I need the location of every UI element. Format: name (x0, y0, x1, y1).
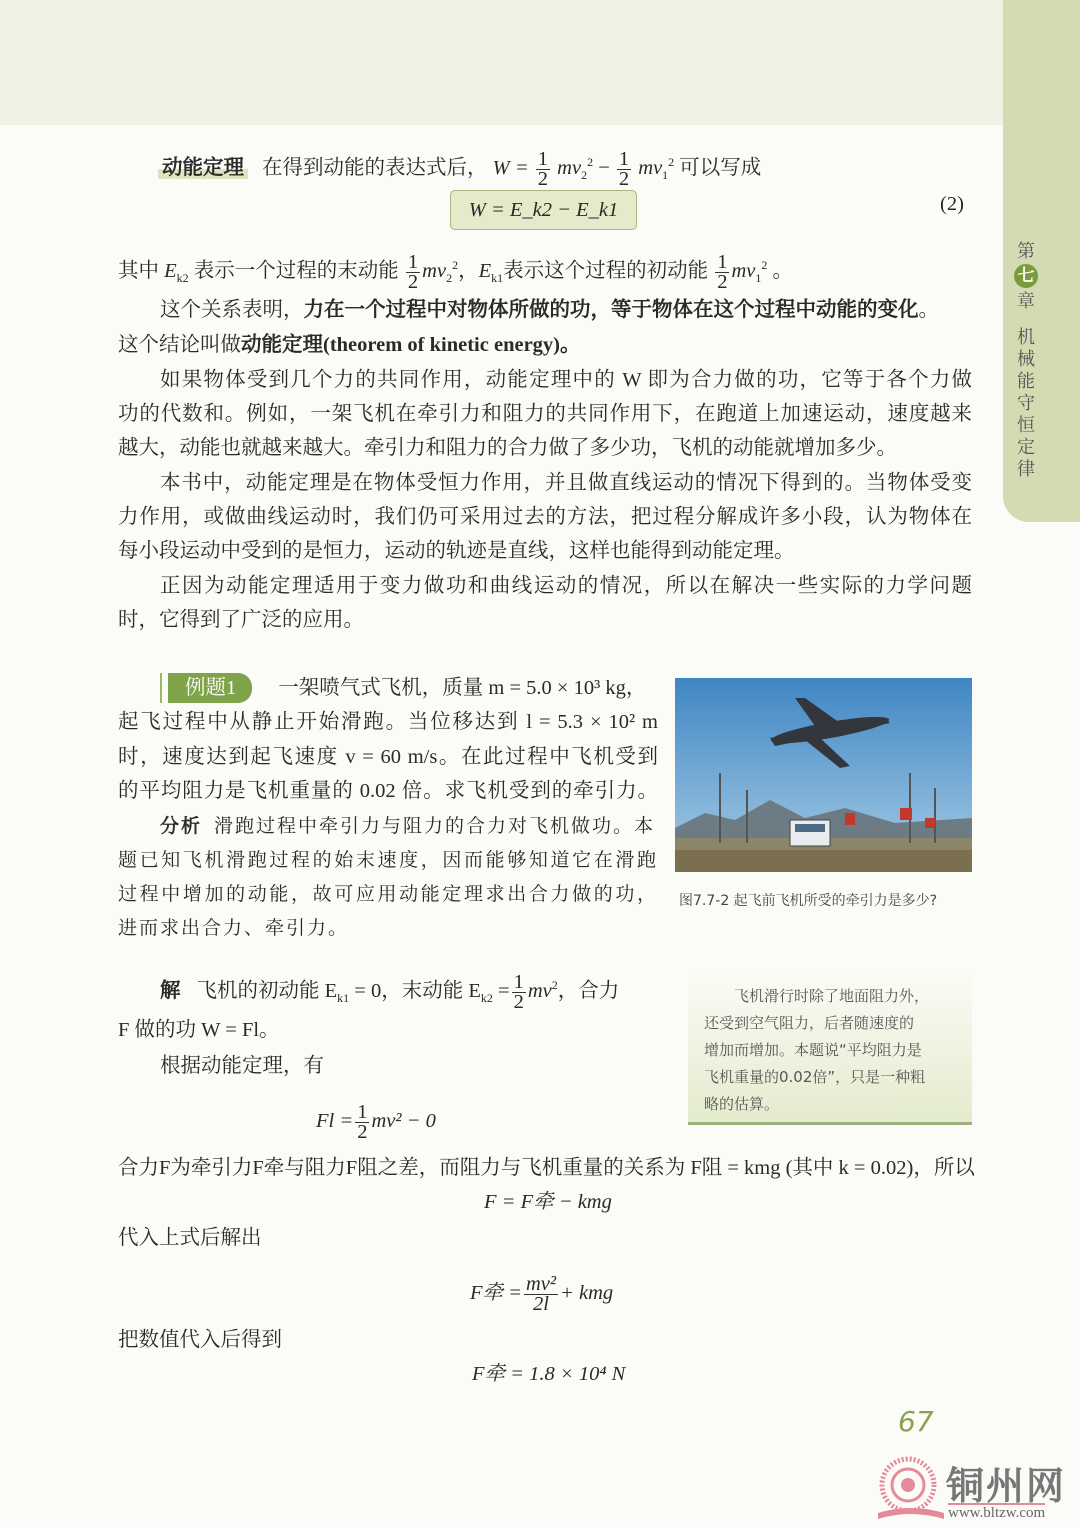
chapter-prefix: 第 (1017, 241, 1035, 261)
math: E (478, 259, 492, 282)
chapter-title: 机械能守恒定律 (1017, 327, 1035, 479)
math: Fl = (316, 1110, 354, 1133)
denominator: 2 (513, 990, 524, 1013)
paragraph-line (118, 330, 972, 360)
text: 滑跑过程中牵引力与阻力的合力对飞机做功。本 (214, 815, 656, 837)
section-heading: 动能定理 (158, 157, 248, 179)
equation (470, 1275, 613, 1314)
superscript: 2 (452, 258, 459, 272)
math: W = (492, 156, 529, 179)
solution-line: 代入上式后解出 (118, 1227, 262, 1249)
formula: W = E_k2 − E_k1 (468, 199, 619, 221)
text: ，合力 (557, 979, 620, 1002)
chapter-label (1015, 240, 1037, 480)
example-line: 时，速度达到起飞速度 v = 60 m/s。在此过程中飞机受到 (118, 746, 658, 768)
note-line: 飞机重量的0.02倍”，只是一种粗 (704, 1068, 926, 1086)
denominator: 2 (717, 270, 728, 293)
text: 其中 (118, 259, 165, 282)
text: 。 (918, 299, 939, 321)
superscript: 2 (761, 258, 768, 272)
paragraph-line: 功的代数和。例如，一架飞机在牵引力和阻力的共同作用下，在跑道上加速运动，速度越来 (118, 403, 972, 425)
airplane-photo (675, 678, 972, 872)
note-line: 略的估算。 (704, 1095, 780, 1113)
text: 飞机的初动能 E (196, 979, 338, 1002)
note-line: 增加而增加。本题说“平均阻力是 (704, 1041, 922, 1059)
text: = 0，末动能 E (349, 979, 481, 1002)
example-line (168, 673, 658, 703)
solution-line: 合力F为牵引力F牵与阻力F阻之差，而阻力与飞机重量的关系为 F阻 = kmg (其中 k = 0.02)，所以 (118, 1157, 975, 1179)
bold-text: (theorem of kinetic energy)。 (323, 334, 581, 356)
text: = (492, 979, 510, 1002)
example-line: 起飞过程中从静止开始滑跑。当位移达到 l = 5.3 × 10² m (118, 711, 658, 733)
superscript: 2 (551, 978, 558, 992)
numerator: 1 (357, 1101, 368, 1123)
numerator: 1 (618, 147, 630, 170)
text: 这个关系表明， (160, 299, 304, 321)
text: 。 (767, 259, 793, 282)
solution-label: 解 (160, 979, 181, 1002)
analysis-line: 题已知飞机滑跑过程的始末速度，因而能够知道它在滑跑 (118, 849, 658, 871)
chapter-suffix: 章 (1017, 291, 1035, 311)
subscript: 2 (446, 270, 453, 285)
math: − (598, 156, 610, 179)
subscript: 1 (662, 167, 669, 182)
text: 表示一个过程的末动能 (188, 259, 399, 282)
text: 表示这个过程的初动能 (503, 259, 709, 282)
fraction (715, 250, 729, 293)
subscript: k1 (491, 270, 504, 285)
top-band (0, 0, 1003, 125)
analysis-line: 进而求出合力、牵引力。 (118, 917, 350, 939)
paragraph-line: 本书中，动能定理是在物体受恒力作用，并且做直线运动的情况下得到的。当物体受变 (160, 472, 972, 494)
numerator: 1 (717, 250, 728, 273)
denominator: 2 (618, 167, 630, 190)
math: mv² − 0 (371, 1110, 436, 1133)
analysis-line (160, 811, 658, 841)
analysis-line: 过程中增加的动能，故可应用动能定理求出合力做的功， (118, 883, 658, 905)
paragraph-line: 越大，动能也就越来越大。牵引力和阻力的合力做了多少功，飞机的动能就增加多少。 (118, 437, 897, 459)
page-number: 67 (898, 1405, 934, 1438)
solution-line: 根据动能定理，有 (160, 1055, 324, 1077)
paragraph-line (160, 295, 972, 325)
note-line: 还受到空气阻力，后者随速度的 (704, 1014, 915, 1032)
subscript: k1 (337, 990, 350, 1005)
numerator: 1 (537, 147, 549, 170)
fraction (536, 147, 550, 190)
math: + kmg (560, 1282, 614, 1305)
subscript: 1 (755, 270, 762, 285)
math: mv (638, 156, 663, 179)
denominator: 2 (407, 270, 419, 293)
example-badge: 例题1 (168, 673, 252, 703)
side-note (688, 975, 972, 1125)
analysis-label: 分析 (160, 815, 203, 837)
subscript: k2 (176, 270, 189, 285)
equation (316, 1103, 436, 1142)
equation (472, 1359, 625, 1389)
subscript: k2 (480, 990, 493, 1005)
math: E (164, 259, 177, 282)
solution-line: 把数值代入后得到 (118, 1329, 282, 1351)
text: 可以写成 (674, 156, 762, 179)
numerator: mv² (525, 1273, 557, 1295)
math: mv (557, 156, 582, 179)
chapter-number-badge: 七 (1014, 264, 1038, 288)
paragraph-line: 正因为动能定理适用于变力做功和曲线运动的情况，所以在解决一些实际的力学问题 (160, 575, 972, 597)
fraction (617, 147, 631, 190)
math: F牵 = (470, 1282, 522, 1305)
superscript: 2 (587, 155, 594, 169)
solution-line: F 做的功 W = Fl。 (118, 1019, 280, 1041)
watermark-logo (876, 1455, 1076, 1525)
paragraph-line: 时，它得到了广泛的应用。 (118, 609, 364, 631)
paragraph-line: 如果物体受到几个力的共同作用，动能定理中的 W 即为合力做的功，它等于各个力做 (160, 369, 972, 391)
solution-line (160, 970, 658, 1013)
math: F牵 = 1.8 × 10⁴ N (472, 1363, 626, 1385)
text: ， (458, 259, 479, 282)
math: F = F牵 − kmg (484, 1191, 612, 1213)
numerator: 1 (513, 970, 524, 993)
watermark-seal-icon (876, 1455, 946, 1525)
theorem-line (158, 147, 1012, 190)
fraction (512, 970, 526, 1013)
fraction (524, 1275, 558, 1314)
fraction (355, 1103, 369, 1142)
watermark-name: 铜州网 (946, 1466, 1067, 1508)
paragraph-line: 每小段运动中受到的是恒力，运动的轨迹是直线，这样也能得到动能定理。 (118, 540, 795, 562)
text: 这个结论叫做 (118, 334, 241, 356)
math: mv (731, 259, 756, 282)
numerator: 1 (407, 250, 419, 273)
equation (484, 1187, 612, 1217)
text: 一架喷气式飞机，质量 m = 5.0 × 10³ kg， (278, 677, 647, 699)
equation-number: (2) (940, 193, 964, 215)
boxed-formula (450, 190, 637, 230)
bold-text: 动能定理 (241, 334, 323, 356)
fraction (406, 250, 420, 293)
text: 在得到动能的表达式后， (262, 156, 488, 179)
bold-text: 力在一个过程中对物体所做的功，等于物体在这个过程中动能的变化 (303, 299, 919, 321)
watermark-url: www.bltzw.com (948, 1505, 1046, 1521)
example-line: 的平均阻力是飞机重量的 0.02 倍。求飞机受到的牵引力。 (118, 780, 658, 802)
definition-line (118, 250, 972, 293)
figure-caption: 图7.7-2 起飞前飞机所受的牵引力是多少? (679, 893, 938, 909)
math: mv (422, 259, 447, 282)
math: mv (527, 979, 552, 1002)
subscript: 2 (581, 167, 588, 182)
denominator: 2l (533, 1293, 549, 1315)
superscript: 2 (668, 155, 675, 169)
note-line: 飞机滑行时除了地面阻力外， (734, 987, 930, 1005)
denominator: 2 (537, 167, 549, 190)
denominator: 2 (357, 1121, 368, 1143)
paragraph-line: 力作用，或做曲线运动时，我们仍可采用过去的方法，把过程分解成许多小段，认为物体在 (118, 506, 972, 528)
